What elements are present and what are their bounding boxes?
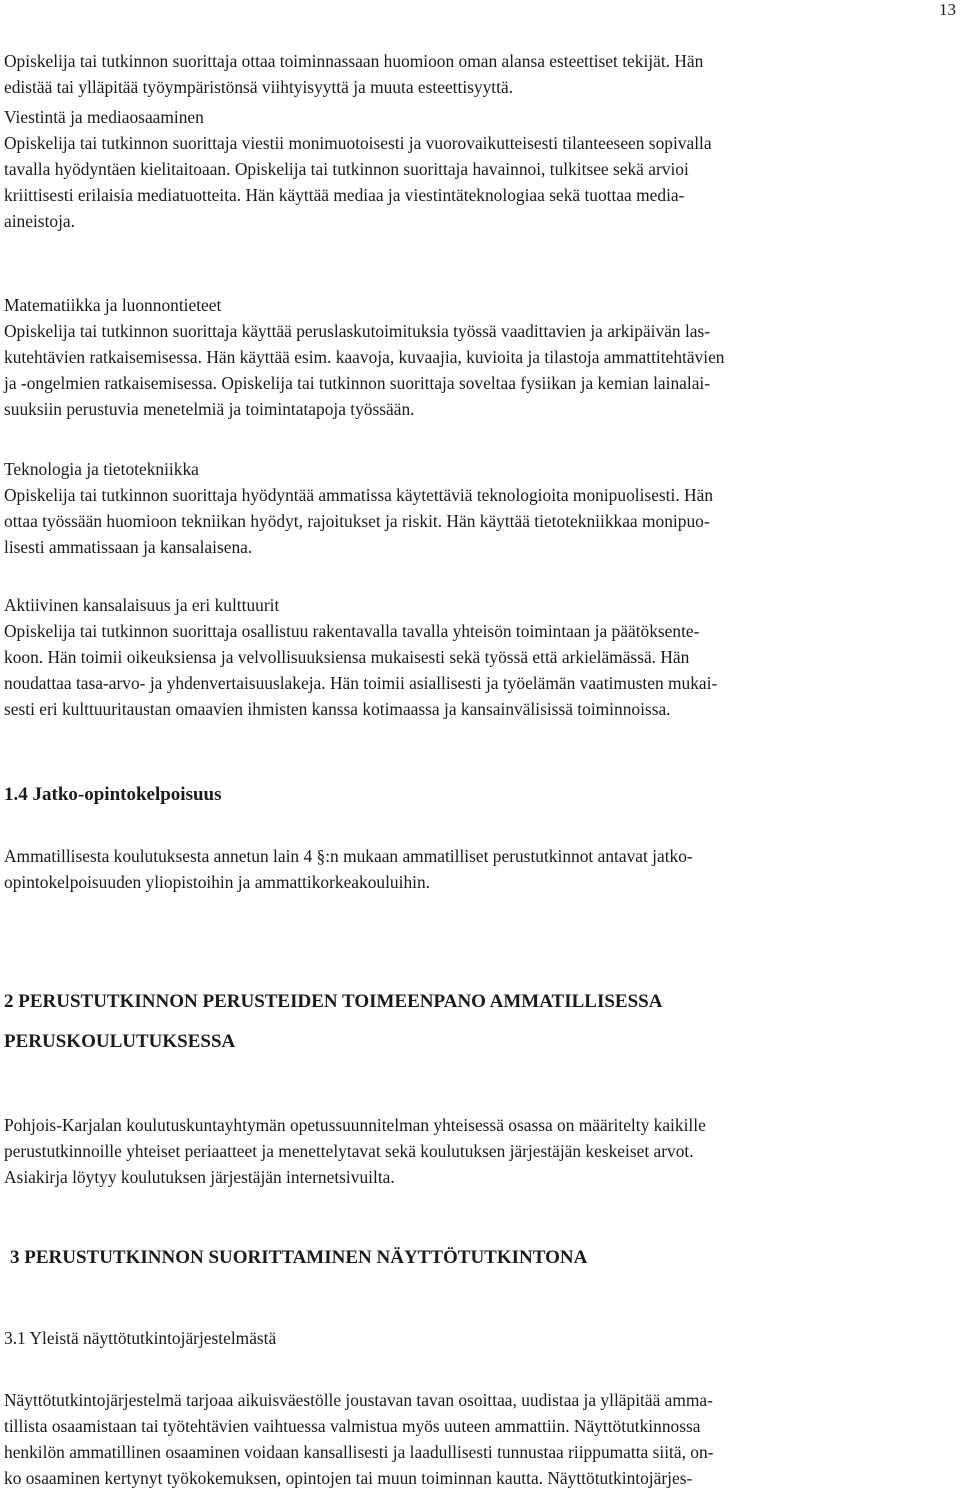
heading-text: 3.1 Yleistä näyttötutkintojärjestelmästä bbox=[4, 1328, 277, 1348]
subsection-title: Viestintä ja mediaosaaminen bbox=[4, 107, 204, 127]
text-line: ko osaaminen kertynyt työkokemuksen, opintojen tai muun toiminnan kautta. Näyttötutkintojärjes- bbox=[4, 1468, 693, 1488]
text-line: lisesti ammatissaan ja kansalaisena. bbox=[4, 537, 253, 557]
text-line: Opiskelija tai tutkinnon suorittaja ottaa toiminnassaan huomioon oman alansa esteettiset tekijät. Hän bbox=[4, 51, 704, 71]
text-line: tavalla hyödyntäen kielitaitoaan. Opiskelija tai tutkinnon suorittaja havainnoi, tulkitsee sekä arvioi bbox=[4, 159, 689, 179]
heading-section-2 bbox=[4, 982, 956, 1062]
page-number: 13 bbox=[939, 0, 956, 19]
paragraph-section-3-1 bbox=[4, 1387, 956, 1491]
text-line: Näyttötutkintojärjestelmä tarjoaa aikuisväestölle joustavan tavan osoittaa, uudistaa ja ylläpitää amma- bbox=[4, 1390, 713, 1410]
heading-jatko-opintokelpoisuus bbox=[4, 782, 956, 808]
text-line: Opiskelija tai tutkinnon suorittaja osallistuu rakentavalla tavalla yhteisön toimintaan ja päätöksente- bbox=[4, 621, 700, 641]
section-teknologia bbox=[4, 456, 956, 560]
text-line: sesti eri kulttuuritaustan omaavien ihmisten kanssa kotimaassa ja kansainvälisissä toiminnoissa. bbox=[4, 699, 671, 719]
text-line: henkilön ammatillinen osaaminen voidaan kansallisesti ja laadullisesti tunnustaa riippumatta siitä, on- bbox=[4, 1442, 714, 1462]
text-line: perustutkinnoille yhteiset periaatteet ja menettelytavat sekä koulutuksen järjestäjän keskeiset arvot. bbox=[4, 1141, 694, 1161]
text-line: Pohjois-Karjalan koulutuskuntayhtymän opetussuunnitelman yhteisessä osassa on määritelty kaikille bbox=[4, 1115, 706, 1135]
heading-text: 2 PERUSTUTKINNON PERUSTEIDEN TOIMEENPANO AMMATILLISESSA bbox=[4, 991, 663, 1012]
text-line: koon. Hän toimii oikeuksiensa ja velvollisuuksiensa mukaisesti sekä työssä että arkielämässä. Hän bbox=[4, 647, 690, 667]
text-line: Opiskelija tai tutkinnon suorittaja käyttää peruslaskutoimituksia työssä vaadittavien ja arkipäivän las- bbox=[4, 321, 711, 341]
text-line: Opiskelija tai tutkinnon suorittaja viestii monimuotoisesti ja vuorovaikutteisesti tilanteeseen sopivalla bbox=[4, 133, 712, 153]
heading-section-3-1 bbox=[4, 1325, 956, 1351]
text-line: Ammatillisesta koulutuksesta annetun lain 4 §:n mukaan ammatilliset perustutkinnot antavat jatko- bbox=[4, 846, 693, 866]
text-line: ottaa työssään huomioon tekniikan hyödyt, rajoitukset ja riskit. Hän käyttää tietotekniikkaa monipuo- bbox=[4, 511, 710, 531]
paragraph-section-2 bbox=[4, 1112, 956, 1190]
text-line: aineistoja. bbox=[4, 211, 75, 231]
text-line: kutehtävien ratkaisemisessa. Hän käyttää esim. kaavoja, kuvaajia, kuvioita ja tilastoja ammattitehtävien bbox=[4, 347, 725, 367]
heading-section-3 bbox=[10, 1245, 960, 1271]
section-viestinta bbox=[4, 104, 956, 234]
text-line: ja -ongelmien ratkaisemisessa. Opiskelija tai tutkinnon suorittaja soveltaa fysiikan ja kemian lainalai- bbox=[4, 373, 711, 393]
paragraph-jatko-opintokelpoisuus bbox=[4, 843, 956, 895]
text-line: noudattaa tasa-arvo- ja yhdenvertaisuuslakeja. Hän toimii asiallisesti ja työelämän vaatimusten mukai- bbox=[4, 673, 718, 693]
heading-text: 3 PERUSTUTKINNON SUORITTAMINEN NÄYTTÖTUTKINTONA bbox=[10, 1247, 588, 1268]
subsection-title: Matematiikka ja luonnontieteet bbox=[4, 295, 222, 315]
subsection-title: Teknologia ja tietotekniikka bbox=[4, 459, 199, 479]
section-matematiikka bbox=[4, 292, 956, 422]
text-line: Asiakirja löytyy koulutuksen järjestäjän internetsivuilta. bbox=[4, 1167, 395, 1187]
text-line: suuksiin perustuvia menetelmiä ja toimintatapoja työssään. bbox=[4, 399, 415, 419]
section-kansalaisuus bbox=[4, 592, 956, 722]
text-line: kriittisesti erilaisia mediatuotteita. Hän käyttää mediaa ja viestintäteknologiaa sekä tuottaa media- bbox=[4, 185, 685, 205]
heading-text: PERUSKOULUTUKSESSA bbox=[4, 1031, 236, 1052]
text-line: Opiskelija tai tutkinnon suorittaja hyödyntää ammatissa käytettäviä teknologioita monipuolisesti. Hän bbox=[4, 485, 714, 505]
heading-text: 1.4 Jatko-opintokelpoisuus bbox=[4, 784, 222, 805]
text-line: tillista osaamistaan tai työtehtävien vaihtuessa valmistua myös uuteen ammattiin. Näyttötutkinnossa bbox=[4, 1416, 701, 1436]
intro-paragraph bbox=[4, 48, 956, 100]
text-line: edistää tai ylläpitää työympäristönsä viihtyisyyttä ja muuta esteettisyyttä. bbox=[4, 77, 514, 97]
text-line: opintokelpoisuuden yliopistoihin ja ammattikorkeakouluihin. bbox=[4, 872, 431, 892]
subsection-title: Aktiivinen kansalaisuus ja eri kulttuurit bbox=[4, 595, 280, 615]
